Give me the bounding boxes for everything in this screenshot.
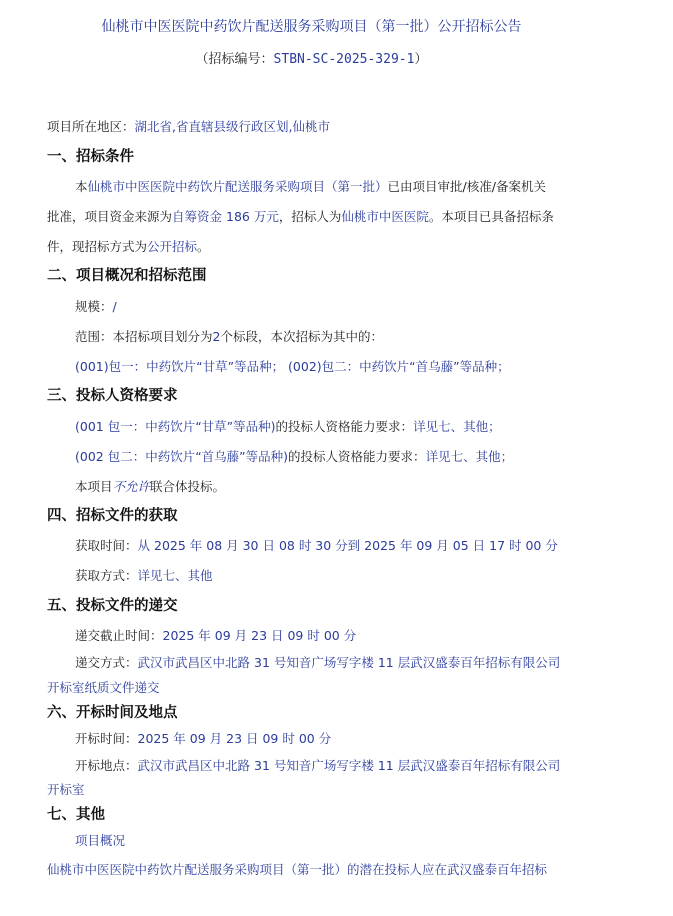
acquire-method-label: 获取方式： [75, 568, 138, 583]
section-1-line-1 [75, 178, 546, 196]
lot-name: (001 包一：中药饮片“甘草”等品种) [75, 419, 276, 434]
tender-number-close: ） [414, 52, 428, 67]
section-5-heading: 五、投标文件的递交 [47, 598, 178, 614]
range-line [75, 328, 383, 346]
section-7-heading: 七、其他 [47, 807, 105, 823]
text: 联合体投标。 [150, 479, 226, 494]
project-region [47, 118, 330, 136]
text: 。 [197, 239, 210, 254]
region-value: 湖北省,省直辖县级行政区划,仙桃市 [134, 119, 330, 134]
submit-method-cont: 开标室纸质文件递交 [47, 680, 160, 695]
deadline-label: 递交截止时间： [75, 628, 163, 643]
region-label: 项目所在地区： [47, 119, 135, 134]
lot-count: 2 [212, 329, 221, 344]
page-title: 仙桃市中医医院中药饮片配送服务采购项目（第一批）公开招标公告 [101, 19, 522, 35]
tender-number [0, 48, 623, 67]
text: 批准，项目资金来源为 [47, 209, 173, 224]
tenderer: 仙桃市中医医院 [341, 209, 429, 224]
lots-line: (001)包一：中药饮片“甘草”等品种； (002)包二：中药饮片“首乌藤”等品种； [75, 359, 510, 374]
submit-address: 武汉市武昌区中北路 31 号知音广场写字楼 11 层武汉盛泰百年招标有限公司 [137, 655, 561, 670]
joint-venture-line [75, 478, 225, 496]
text: 的投标人资格能力要求： [275, 419, 414, 434]
opening-address: 武汉市武昌区中北路 31 号知音广场写字楼 11 层武汉盛泰百年招标有限公司 [137, 758, 561, 773]
scale-label: 规模： [75, 299, 113, 314]
overview-paragraph: 仙桃市中医医院中药饮片配送服务采购项目（第一批）的潜在投标人应在武汉盛泰百年招标 [47, 862, 548, 877]
section-4-heading: 四、招标文件的获取 [47, 508, 178, 524]
section-6-heading: 六、开标时间及地点 [47, 705, 178, 721]
acquire-time-label: 获取时间： [75, 538, 138, 553]
acquire-time-value: 从 2025 年 08 月 30 日 08 时 30 分到 2025 年 09 月 05 日 17 时 00 分 [137, 538, 558, 553]
acquire-time-line [75, 537, 558, 555]
text: 本项目 [75, 479, 113, 494]
deadline-value: 2025 年 09 月 23 日 09 时 00 分 [162, 628, 357, 643]
text: 已由项目审批/核准/备案机关 [387, 179, 546, 194]
fund-source: 自筹资金 186 万元 [172, 209, 279, 224]
deadline-line [75, 627, 356, 645]
section-1-line-2 [47, 208, 554, 226]
lot-name: (002 包二：中药饮片“首乌藤”等品种) [75, 449, 289, 464]
opening-place-label: 开标地点： [75, 758, 138, 773]
lot-1-qualification [75, 418, 501, 436]
opening-place-line [75, 757, 560, 775]
section-1-line-3 [47, 238, 210, 256]
section-3-heading: 三、投标人资格要求 [47, 388, 178, 404]
text: 。本项目已具备招标条 [428, 209, 554, 224]
submit-method-line [75, 654, 560, 672]
opening-time-label: 开标时间： [75, 731, 138, 746]
text: 件，现招标方式为 [47, 239, 148, 254]
acquire-method-line [75, 567, 213, 585]
tender-number-open: （招标编号： [195, 52, 274, 67]
scale-value: / [112, 299, 117, 314]
opening-time-line [75, 730, 331, 748]
lot-2-qualification [75, 448, 513, 466]
section-2-heading: 二、项目概况和招标范围 [47, 268, 207, 284]
text: 本 [75, 179, 88, 194]
qualification-ref: 详见七、其他； [413, 419, 501, 434]
opening-place-cont: 开标室 [47, 782, 85, 797]
text: ，招标人为 [278, 209, 342, 224]
section-1-heading: 一、招标条件 [47, 149, 134, 165]
text: 范围：本招标项目划分为 [75, 329, 213, 344]
submit-method-label: 递交方式： [75, 655, 138, 670]
overview-label: 项目概况 [75, 833, 126, 848]
tender-number-code: STBN-SC-2025-329-1 [273, 52, 415, 67]
project-name: 仙桃市中医医院中药饮片配送服务采购项目（第一批） [87, 179, 388, 194]
tender-method: 公开招标 [147, 239, 198, 254]
acquire-method-value: 详见七、其他 [137, 568, 213, 583]
text: 个标段，本次招标为其中的： [220, 329, 383, 344]
text: 的投标人资格能力要求： [288, 449, 426, 464]
scale-line [75, 298, 117, 316]
qualification-ref: 详见七、其他； [425, 449, 514, 464]
jv-status: 不允许 [112, 479, 151, 494]
opening-time-value: 2025 年 09 月 23 日 09 时 00 分 [137, 731, 332, 746]
